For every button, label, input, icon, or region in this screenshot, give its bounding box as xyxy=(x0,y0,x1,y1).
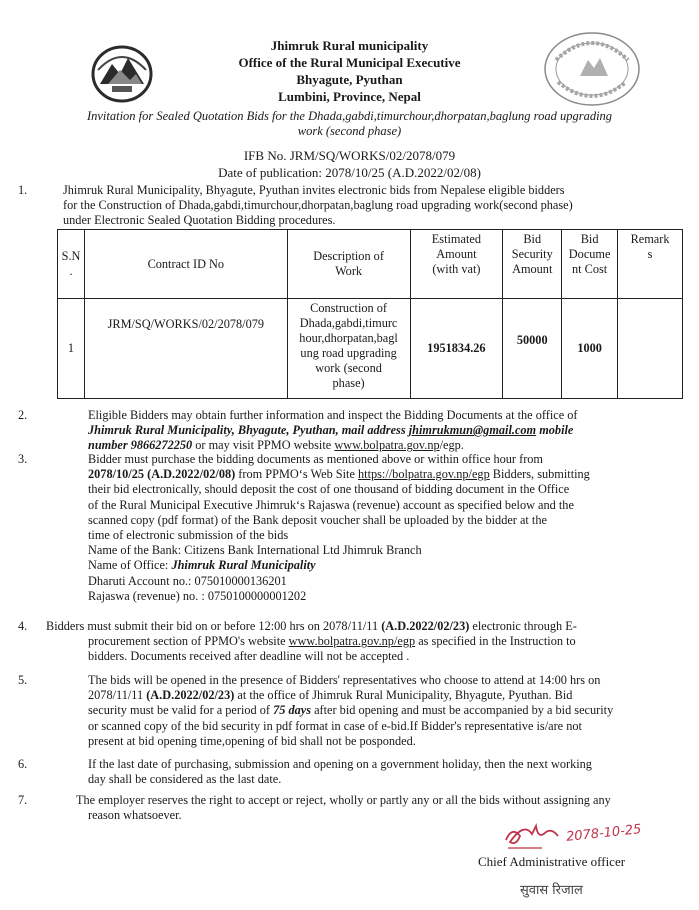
para-5-line-3 xyxy=(88,703,676,718)
para-1-line: Jhimruk Rural Municipality, Bhyagute, Pyuthan invites electronic bids from Nepalese eligible bidders xyxy=(63,183,565,197)
para-3-line-6: time of electronic submission of the bids xyxy=(88,528,289,543)
desc-line: work (second xyxy=(315,361,382,375)
header-text: Docume xyxy=(568,247,611,261)
header-text: Bid xyxy=(523,232,542,246)
signature-scribble xyxy=(502,818,562,854)
para-6-line-2: day shall be considered as the last date. xyxy=(88,772,282,787)
para-2-bold: Jhimruk Rural Municipality, Bhyagute, Pyuthan, mail address xyxy=(88,423,409,438)
para-2 xyxy=(88,408,688,454)
signatory-name: सुवास रिजाल xyxy=(520,883,583,898)
para-5-line-1: The bids will be opened in the presence of Bidders' representatives who choose to attend at 14:00 hrs on xyxy=(88,673,601,687)
header-text: nt Cost xyxy=(572,262,608,276)
para-2-line-2 xyxy=(88,423,688,438)
para-3-line-3: their bid electronically, should deposit the cost of one thousand of bidding document in the Office xyxy=(88,482,570,497)
para-4-text: procurement section of PPMO's website xyxy=(88,634,289,649)
province: Lumbini, Province, Nepal xyxy=(278,89,421,104)
header-text: Contract ID No xyxy=(147,256,225,271)
desc-line: ung road upgrading xyxy=(300,346,397,360)
egp-link[interactable]: https://bolpatra.gov.np/egp xyxy=(358,467,490,482)
header-text: S.N xyxy=(61,249,81,263)
para-6 xyxy=(88,757,676,787)
desc-line: phase) xyxy=(332,376,365,390)
ppmo-website-link[interactable]: www.bolpatra.gov.np xyxy=(334,438,440,453)
header-estimated-amount xyxy=(410,230,503,299)
bids-table xyxy=(57,229,683,399)
para-2-text: /egp. xyxy=(439,438,464,453)
header-text: Amount xyxy=(436,247,477,261)
mobile-number: number 9866272250 xyxy=(88,438,193,453)
purchase-date: 2078/10/25 (A.D.2022/02/08) xyxy=(88,467,236,482)
header-contract-id xyxy=(84,230,287,299)
para-4-text: as specified in the Instruction to xyxy=(415,634,576,649)
cell-remarks xyxy=(618,299,683,399)
header-text: (with vat) xyxy=(432,262,481,276)
cell-document-cost: 1000 xyxy=(562,299,618,399)
cell-description xyxy=(287,299,410,399)
municipality-name: Jhimruk Rural municipality xyxy=(270,38,429,53)
bank-name: Name of the Bank: Citizens Bank International Ltd Jhimruk Branch xyxy=(88,543,422,558)
header-text: Remark xyxy=(630,232,670,246)
invitation-line-2: work (second phase) xyxy=(297,124,402,138)
opening-date: (A.D.2022/02/23) xyxy=(146,688,235,703)
para-3-number: 3. xyxy=(18,452,28,466)
cell-contract-id: JRM/SQ/WORKS/02/2078/079 xyxy=(84,299,287,399)
para-6-line-1: If the last date of purchasing, submission and opening on a government holiday, then the next working xyxy=(88,757,592,771)
para-5-text: 2078/11/11 xyxy=(88,688,147,703)
para-7-line-2: reason whatsoever. xyxy=(88,808,182,823)
header-text: Amount xyxy=(512,262,553,276)
office-label: Name of Office: xyxy=(88,558,172,573)
para-4-line-3: bidders. Documents received after deadline will not be accepted . xyxy=(88,649,410,664)
header-text: . xyxy=(69,264,73,278)
para-4-text: electronic through E- xyxy=(469,619,577,633)
header-text: Work xyxy=(335,264,363,278)
rajaswa-account: Rajaswa (revenue) no. : 0750100000001202 xyxy=(88,588,307,603)
table-row xyxy=(58,299,683,399)
para-5-line-5: present at bid opening time,opening of bid shall not be posponded. xyxy=(88,733,416,748)
para-7-line-1: The employer reserves the right to accept or reject, wholly or partly any or all the bids without assigning any xyxy=(76,793,611,807)
header-text: Estimated xyxy=(431,232,481,246)
para-5-line-2 xyxy=(88,688,676,703)
ppmo-egp-link[interactable]: www.bolpatra.gov.np/egp xyxy=(288,634,416,649)
para-5 xyxy=(88,673,676,749)
desc-line: Dhada,gabdi,timurc xyxy=(299,316,398,330)
cell-bid-security: 50000 xyxy=(503,299,562,399)
office-location: Bhyagute, Pyuthan xyxy=(296,72,403,87)
invitation-title xyxy=(0,109,699,139)
office-name: Office of the Rural Municipal Executive xyxy=(238,55,461,70)
header-sn xyxy=(58,230,85,299)
email-link[interactable]: jhimrukmun@gmail.com xyxy=(408,423,537,438)
para-4 xyxy=(46,619,678,665)
para-5-text: at the office of Jhimruk Rural Municipality, Bhyagute, Pyuthan. Bid xyxy=(234,688,573,703)
para-3-line-1: Bidder must purchase the bidding documents as mentioned above or within office hour from xyxy=(88,452,543,466)
invitation-line-1: Invitation for Sealed Quotation Bids for the Dhada,gabdi,timurchour,dhorpatan,baglung road upgrading xyxy=(86,109,613,123)
para-2-mobile-label: mobile xyxy=(536,423,574,438)
para-7 xyxy=(76,793,681,823)
para-3-line-5: scanned copy (pdf format) of the Bank deposit voucher shall be uploaded by the bidder at the xyxy=(88,512,547,527)
header-document-cost xyxy=(562,230,618,299)
header-text: s xyxy=(647,247,653,261)
para-4-text: Bidders must submit their bid on or before 12:00 hrs on 2078/11/11 xyxy=(46,619,382,633)
para-1 xyxy=(63,183,683,229)
cell-estimated-amount: 1951834.26 xyxy=(410,299,503,399)
header-text: Security xyxy=(511,247,553,261)
para-5-text: after bid opening and must be accompanied by a bid security xyxy=(311,703,614,718)
dharuti-account: Dharuti Account no.: 075010000136201 xyxy=(88,573,287,588)
header-bid-security xyxy=(503,230,562,299)
para-1-line: for the Construction of Dhada,gabdi,timurchour,dhorpatan,baglung road upgrading work(second phase) xyxy=(63,198,573,213)
office-name-line xyxy=(88,558,676,573)
header-remarks xyxy=(618,230,683,299)
para-6-number: 6. xyxy=(18,757,28,771)
header-description xyxy=(287,230,410,299)
header-text: Bid xyxy=(580,232,599,246)
para-1-number: 1. xyxy=(18,183,28,197)
para-4-line-2 xyxy=(46,634,678,649)
para-2-line-1: Eligible Bidders may obtain further information and inspect the Bidding Documents at the office of xyxy=(88,408,578,422)
publication-date: Date of publication: 2078/10/25 (A.D.2022/02/08) xyxy=(218,165,481,180)
para-7-number: 7. xyxy=(18,793,28,807)
para-5-number: 5. xyxy=(18,673,28,687)
ifb-number: IFB No. JRM/SQ/WORKS/02/2078/079 xyxy=(243,148,456,163)
office-value: Jhimruk Rural Municipality xyxy=(171,558,316,573)
signatory-title: Chief Administrative officer xyxy=(478,854,626,869)
submission-date: (A.D.2022/02/23) xyxy=(381,619,470,633)
validity-days: 75 days xyxy=(273,703,312,718)
para-3-text: Bidders, submitting xyxy=(489,467,590,482)
table-header-row xyxy=(58,230,683,299)
para-4-number: 4. xyxy=(18,619,28,633)
para-5-line-4: or scanned copy of the bid security in pdf format in case of e-bid.If Bidder's representative is/are not xyxy=(88,718,582,733)
desc-line: Construction of xyxy=(310,301,387,315)
para-4-line-1 xyxy=(46,619,678,634)
para-5-text: security must be valid for a period of xyxy=(88,703,274,718)
para-2-text: or may visit PPMO website xyxy=(192,438,335,453)
para-1-line: under Electronic Sealed Quotation Bidding procedures. xyxy=(63,213,336,228)
desc-line: hour,dhorpatan,bagl xyxy=(299,331,398,345)
para-2-number: 2. xyxy=(18,408,28,422)
signature-date: 2078-10-25 xyxy=(565,822,643,845)
para-3-text: from PPMO‘s Web Site xyxy=(235,467,359,482)
cell-sn: 1 xyxy=(58,299,85,399)
para-3 xyxy=(88,452,676,604)
para-3-line-4: of the Rural Municipal Executive Jhimruk‘s Rajaswa (revenue) account as specified below and the xyxy=(88,497,574,512)
header-text: Description of xyxy=(313,249,384,263)
para-3-line-2 xyxy=(88,467,676,482)
